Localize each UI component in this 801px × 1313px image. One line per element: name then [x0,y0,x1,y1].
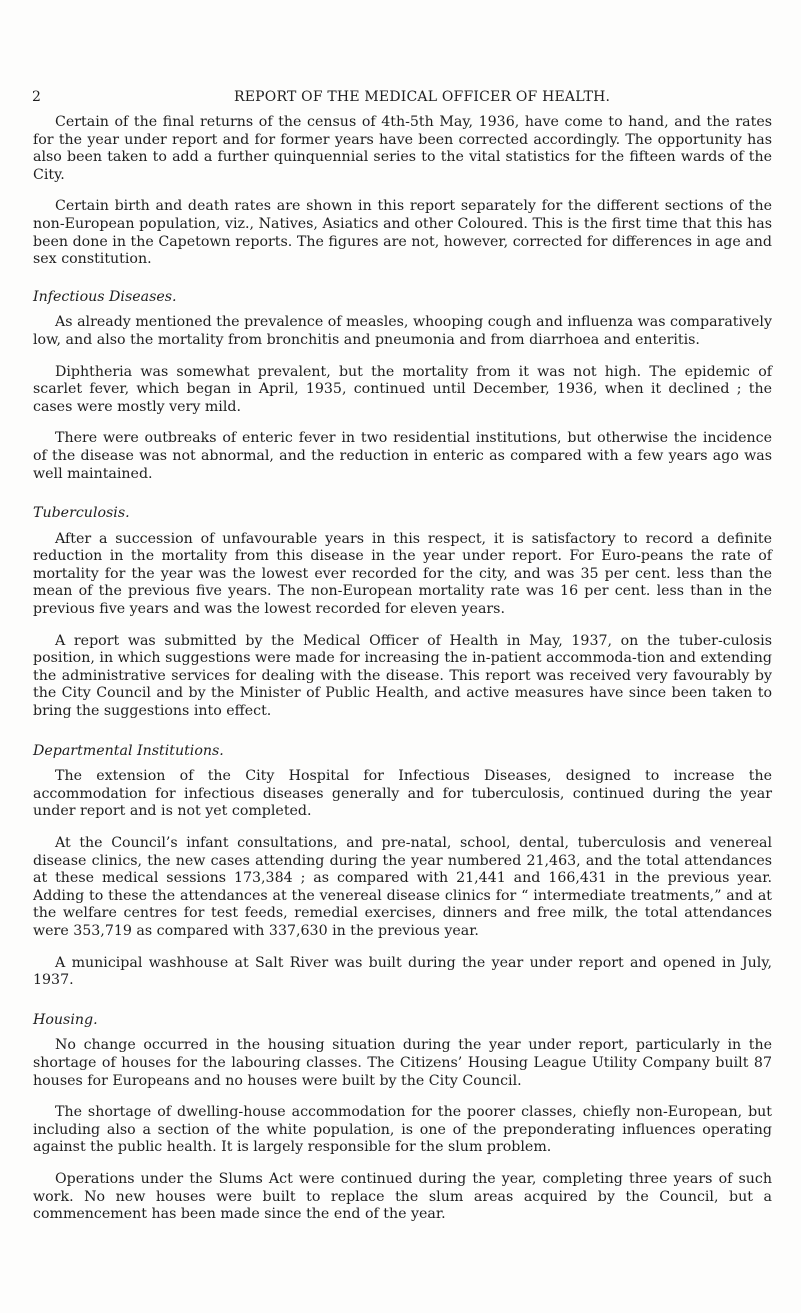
paragraph: A municipal washhouse at Salt River was built during the year under report and opened in July, 1937. [33,954,772,989]
paragraph: Certain birth and death rates are shown in this report separately for the different sections of the non-European population, viz., Natives, Asiatics and other Coloured. This is the first time that this has been done in the Capetown reports. The figures are not, however, corrected for differences in age and sex constitution. [33,198,772,268]
paragraph: Operations under the Slums Act were continued during the year, completing three years of such work. No new houses were built to replace the slum areas acquired by the Council, but a commencement has been made since the end of the year. [33,1170,772,1223]
running-head: REPORT OF THE MEDICAL OFFICER OF HEALTH. [234,89,611,105]
paragraph: Certain of the final returns of the census of 4th-5th May, 1936, have come to hand, and the rates for the year under report and for former years have been corrected accordingly. The opportunity has also been taken to add a further quinquennial series to the vital statistics for the fifteen wards of the City. [33,114,772,183]
paragraph: The shortage of dwelling-house accommodation for the poorer classes, chiefly non-European, but including also a section of the white population, is one of the preponderating influences operating against the public health. It is largely responsible for the slum problem. [33,1104,772,1156]
body-text [33,114,772,1238]
section-heading: Infectious Diseases. [33,288,177,305]
paragraph: The extension of the City Hospital for Infectious Diseases, designed to increase the accommodation for infectious diseases generally and for tuberculosis, continued during the year under report and is not yet completed. [33,768,772,820]
paragraph: A report was submitted by the Medical Officer of Health in May, 1937, on the tuber-culosis position, in which suggestions were made for increasing the in-patient accommoda-tion and extending the administrative services for dealing with the disease. This report was received very favourably by the City Council and by the Minister of Public Health, and active measures have since been taken to bring the suggestions into effect. [33,632,772,720]
section-heading: Housing. [33,1011,98,1028]
paragraph: There were outbreaks of enteric fever in two residential institutions, but otherwise the incidence of the disease was not abnormal, and the reduction in enteric as compared with a few years ago was well maintained. [33,430,772,482]
paragraph: Diphtheria was somewhat prevalent, but the mortality from it was not high. The epidemic of scarlet fever, which began in April, 1935, continued until December, 1936, when it declined ; the cases were mostly very mild. [33,363,772,415]
paragraph: As already mentioned the prevalence of measles, whooping cough and influenza was comparatively low, and also the mortality from bronchitis and pneumonia and from diarrhoea and enteritis. [33,314,772,348]
section-heading: Tuberculosis. [33,505,130,522]
paragraph: After a succession of unfavourable years in this respect, it is satisfactory to record a definite reduction in the mortality from this disease in the year under report. For Euro-peans the rate of mortality for the year was the lowest ever recorded for the city, and was 35 per cent. less than the mean of the previous five years. The non-European mortality rate was 16 per cent. less than in the previous five years and was the lowest recorded for eleven years. [33,530,772,618]
paragraph: No change occurred in the housing situation during the year under report, particularly in the shortage of houses for the labouring classes. The Citizens’ Housing League Utility Company built 87 houses for Europeans and no houses were built by the City Council. [33,1037,772,1089]
page-number: 2 [32,89,41,105]
paragraph: At the Council’s infant consultations, and pre-natal, school, dental, tuberculosis and venereal disease clinics, the new cases attending during the year numbered 21,463, and the total attendances at these medical sessions 173,384 ; as compared with 21,441 and 166,431 in the previous year. Adding to these the attendances at the venereal disease clinics for “ intermediate treatments,” and at the welfare centres for test feeds, remedial exercises, dinners and free milk, the total attendances were 353,719 as compared with 337,630 in the previous year. [33,835,772,939]
section-heading: Departmental Institutions. [33,742,224,759]
